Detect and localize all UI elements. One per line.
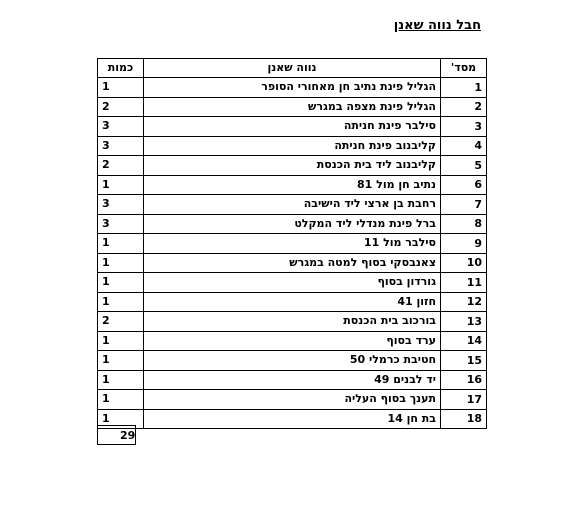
table-row [98,273,487,293]
serial-cell: 7 [441,195,487,215]
quantity-cell: 1 [98,390,144,410]
serial-cell: 2 [441,97,487,117]
table-header-row [98,59,487,78]
table-row [98,156,487,176]
serial-cell: 16 [441,370,487,390]
quantity-cell: 1 [98,273,144,293]
total-box [97,425,136,445]
location-cell: נתיב חן מול 81 [144,175,441,195]
quantity-cell: 1 [98,78,144,98]
serial-cell: 15 [441,351,487,371]
header-serial: מסד' [441,59,487,78]
table-row [98,78,487,98]
table-row [98,292,487,312]
quantity-cell: 2 [98,312,144,332]
location-cell: רחבת בן ארצי ליד הישיבה [144,195,441,215]
table-row [98,175,487,195]
quantity-cell: 1 [98,234,144,254]
location-cell: בת חן 14 [144,409,441,429]
quantity-cell: 3 [98,214,144,234]
table-row [98,117,487,137]
quantity-cell: 1 [98,331,144,351]
serial-cell: 5 [441,156,487,176]
locations-table [97,58,487,429]
table-row [98,253,487,273]
location-cell: הגליל פינת נתיב חן מאחורי הסופר [144,78,441,98]
total-quantity: 29 [98,426,136,445]
quantity-cell: 1 [98,370,144,390]
table-row [98,409,487,429]
location-cell: חזון 41 [144,292,441,312]
header-quantity: כמות [98,59,144,78]
quantity-cell: 2 [98,156,144,176]
location-cell: בורכוב בית הכנסת [144,312,441,332]
header-location: נווה שאנן [144,59,441,78]
table-row [98,136,487,156]
table-row [98,195,487,215]
location-cell: חטיבת כרמלי 50 [144,351,441,371]
page-title: חבל נווה שאנן [393,18,481,33]
location-cell: צאנבסקי בסוף למטה במגרש [144,253,441,273]
serial-cell: 17 [441,390,487,410]
serial-cell: 3 [441,117,487,137]
serial-cell: 8 [441,214,487,234]
quantity-cell: 3 [98,195,144,215]
location-cell: סילבר מול 11 [144,234,441,254]
table-row [98,331,487,351]
location-cell: קליבנוב ליד בית הכנסת [144,156,441,176]
location-cell: סילבר פינת חניתה [144,117,441,137]
table-row [98,312,487,332]
location-cell: הגליל פינת מצפה במגרש [144,97,441,117]
location-cell: ערד בסוף [144,331,441,351]
table-row [98,97,487,117]
location-cell: קליבנוב פינת חניתה [144,136,441,156]
location-cell: ברל פינת מנדלי ליד המקלט [144,214,441,234]
table-row [98,370,487,390]
quantity-cell: 1 [98,253,144,273]
quantity-cell: 3 [98,136,144,156]
table-row [98,234,487,254]
serial-cell: 13 [441,312,487,332]
serial-cell: 18 [441,409,487,429]
serial-cell: 11 [441,273,487,293]
quantity-cell: 1 [98,351,144,371]
table-row [98,214,487,234]
serial-cell: 4 [441,136,487,156]
quantity-cell: 1 [98,175,144,195]
serial-cell: 14 [441,331,487,351]
serial-cell: 9 [441,234,487,254]
serial-cell: 10 [441,253,487,273]
quantity-cell: 1 [98,409,144,429]
serial-cell: 6 [441,175,487,195]
quantity-cell: 3 [98,117,144,137]
location-cell: גורדון בסוף [144,273,441,293]
location-cell: יד לבנים 49 [144,370,441,390]
quantity-cell: 1 [98,292,144,312]
table-row [98,390,487,410]
location-cell: תענך בסוף העליה [144,390,441,410]
table-row [98,351,487,371]
serial-cell: 12 [441,292,487,312]
serial-cell: 1 [441,78,487,98]
quantity-cell: 2 [98,97,144,117]
